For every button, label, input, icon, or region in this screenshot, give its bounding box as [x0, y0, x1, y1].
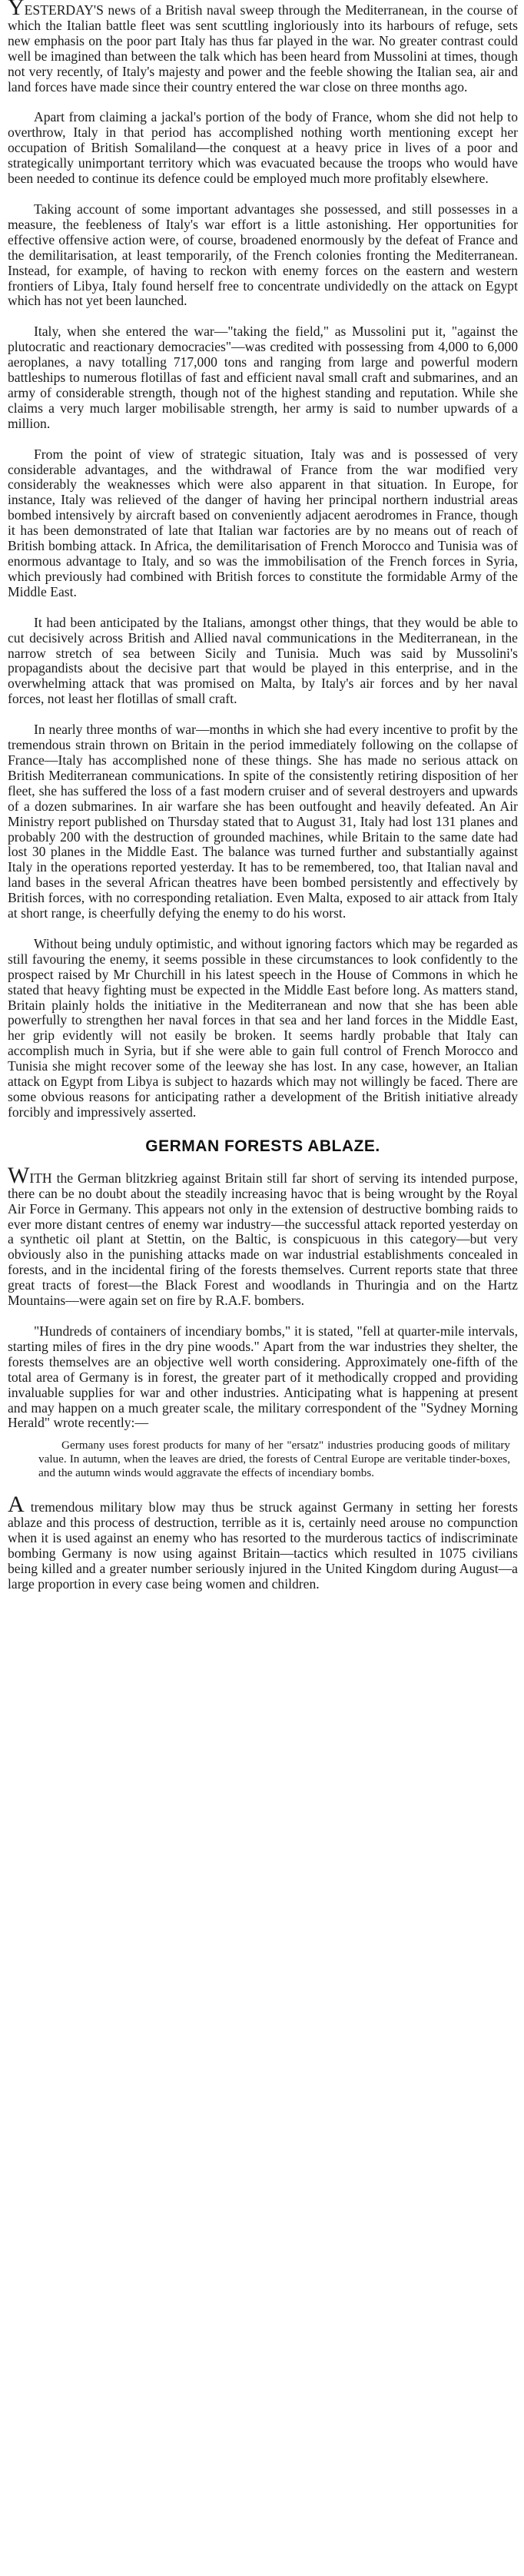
forest-paragraph-1: WITH the German blitzkrieg against Britain still far short of serving its intended purpose, there can be no doubt about the steadily increasing havoc that is being wrought by the Royal Air Force in Germany. This appears not only in the extension of destructive bombing raids to ever more distant centres of enemy war industry—the successful attack reported yesterday on a synthetic oil plant at Stettin, on the Baltic, is conspicuous in this category—but very obviously also in the punishing attacks made on war industrial establishments concealed in forests, and in the incidental firing of the forests themselves. Current reports state that three great tracts of forest—the Black Forest and woodlands in Thuringia and on the Hartz Mountains—were again set on fire by R.A.F. bombers. — [8, 1162, 518, 1309]
paragraph-1: YESTERDAY'S news of a British naval sweep through the Mediterranean, in the course of which the Italian battle fleet was sent scuttling ingloriously into its harbours of refuge, sets new emphasis on the poor part Italy has thus far played in the war. No greater contrast could well be imagined than between the talk which has been heard from Mussolini at times, though not very recently, of Italy's majesty and power and the feeble showing the Italian sea, air and land forces have made since their country entered the war close on three months ago. — [8, 0, 518, 95]
forest-paragraph-2: "Hundreds of containers of incendiary bombs," it is stated, "fell at quarter-mile intervals, starting miles of fires in the dry pine woods." Apart from the war industries they shelter, the forests themselves are an objective well worth considering. Approximately one-fifth of the total area of Germany is in forest, the greater part of it methodically cropped and providing invaluable supplies for war and other industries. Anticipating what is happening at present and may happen on a much greater scale, the military correspondent of the "Sydney Morning Herald" wrote recently:— — [8, 1323, 518, 1431]
paragraph-3: Taking account of some important advantages she possessed, and still possesses in a measure, the feebleness of Italy's war effort is a little astonishing. Her opportunities for effective offensive action were, of course, broadened enormously by the defeat of France and the demilitarisation, at least temporarily, of the French colonies fronting the Mediterranean. Instead, for example, of having to reckon with enemy forces on the eastern and western frontiers of Libya, Italy found herself free to concentrate undividedly on the attack on Egypt which has not yet been launched. — [8, 201, 518, 309]
quoted-excerpt: Germany uses forest products for many of her "ersatz" industries producing goods of military value. In autumn, when the leaves are dried, the forests of Central Europe are veritable tinder-boxes, and the autumn winds would aggravate the effects of incendiary bombs. — [38, 1439, 510, 1480]
paragraph-2: Apart from claiming a jackal's portion of the body of France, whom she did not help to overthrow, Italy in that period has accomplished nothing worth mentioning except her occupation of British Somaliland—the conquest at a heavy price in lives of a poor and strategically unimportant territory which was evacuated because the troops who would have been needed to continue its defence could be employed much more profitably elsewhere. — [8, 109, 518, 187]
article-headline: GERMAN FORESTS ABLAZE. — [145, 1137, 380, 1155]
paragraph-4: Italy, when she entered the war—"taking the field," as Mussolini put it, "against the plutocratic and reactionary democracies"—was credited with possessing from 4,000 to 6,000 aeroplanes, a navy totalling 717,000 tons and ranging from large and powerful modern battleships to numerous flotillas of fast and efficient naval small craft and submarines, and an army of considerable strength, though not of the highest standing and reputation. While she claims a very much larger mobilisable strength, her army is said to number upwards of a million. — [8, 324, 518, 431]
paragraph-7: In nearly three months of war—months in which she had every incentive to profit by the tremendous strain thrown on Britain in the period immediately following on the collapse of France—Italy has accomplished none of these things. She has made no serious attack on British Mediterranean communications. In spite of the consistently retiring disposition of her fleet, she has suffered the loss of a fast modern cruiser and of several destroyers and upwards of a dozen submarines. In air warfare she has been outfought and heavily defeated. An Air Ministry report published on Thursday stated that to August 31, Italy had lost 131 planes and probably 200 with the destruction of grounded machines, while Britain to the same date had lost 30 planes in the Middle East. The balance was turned further and substantially against Italy in the operations reported yesterday. It has to be remembered, too, that Italian naval and land bases in the several African theatres have been bombed persistently and effectively by British forces, with no corresponding retaliation. Even Malta, exposed to air attack from Italy at short range, is cheerfully defying the enemy to do his worst. — [8, 722, 518, 921]
paragraph-8: Without being unduly optimistic, and without ignoring factors which may be regarded as still favouring the enemy, it seems possible in these circumstances to look confidently to the prospect raised by Mr Churchill in his latest speech in the House of Commons in which he stated that heavy fighting must be expected in the Middle East before long. As matters stand, Britain plainly holds the initiative in the Mediterranean and now that she has been able powerfully to strengthen her naval forces in that sea and her land forces in the Middle East, her grip evidently will not easily be broken. It seems hardly probable that Italy can accomplish much in Syria, but if she were able to gain full control of French Morocco and Tunisia she might recover some of the leeway she has lost. In any case, however, an Italian attack on Egypt from Libya is subject to hazards which may not willingly be faced. There are some obvious reasons for anticipating rather a development of the British initiative already forcibly and impressively asserted. — [8, 935, 518, 1120]
closing-paragraph: A tremendous military blow may thus be struck against Germany in setting her forests ablaze and this process of destruction, terrible as it is, certainly need arouse no compunction when it is used against an enemy who has resorted to the murderous tactics of indiscriminate bombing Germany is now using against Britain—tactics which resulted in 1075 civilians being killed and a greater number seriously injured in the United Kingdom during August—a large proportion in every case being women and children. — [8, 1492, 518, 1592]
paragraph-5: From the point of view of strategic situation, Italy was and is possessed of very considerable advantages, and the withdrawal of France from the war modified very considerably the weaknesses which were also apparent in that situation. In Europe, for instance, Italy was relieved of the danger of having her principal northern industrial areas bombed intensively by aircraft based on conveniently adjacent aerodromes in France, though it has been demonstrated of late that Italian war factories are by no means out of reach of British bombing attack. In Africa, the demilitarisation of French Morocco and Tunisia was of enormous advantage to Italy, and so was the immobilisation of the French forces in Syria, which previously had combined with British forces to constitute the formidable Army of the Middle East. — [8, 446, 518, 599]
paragraph-6: It had been anticipated by the Italians, amongst other things, that they would be able to cut decisively across British and Allied naval communications in the Mediterranean, in the narrow stretch of sea between Sicily and Tunisia. Much was said by Mussolini's propagandists about the decisive part that would be played in this enterprise, and in the overwhelming attack that was promised on Malta, by Italy's air forces and by her naval forces, not least her flotillas of small craft. — [8, 614, 518, 707]
